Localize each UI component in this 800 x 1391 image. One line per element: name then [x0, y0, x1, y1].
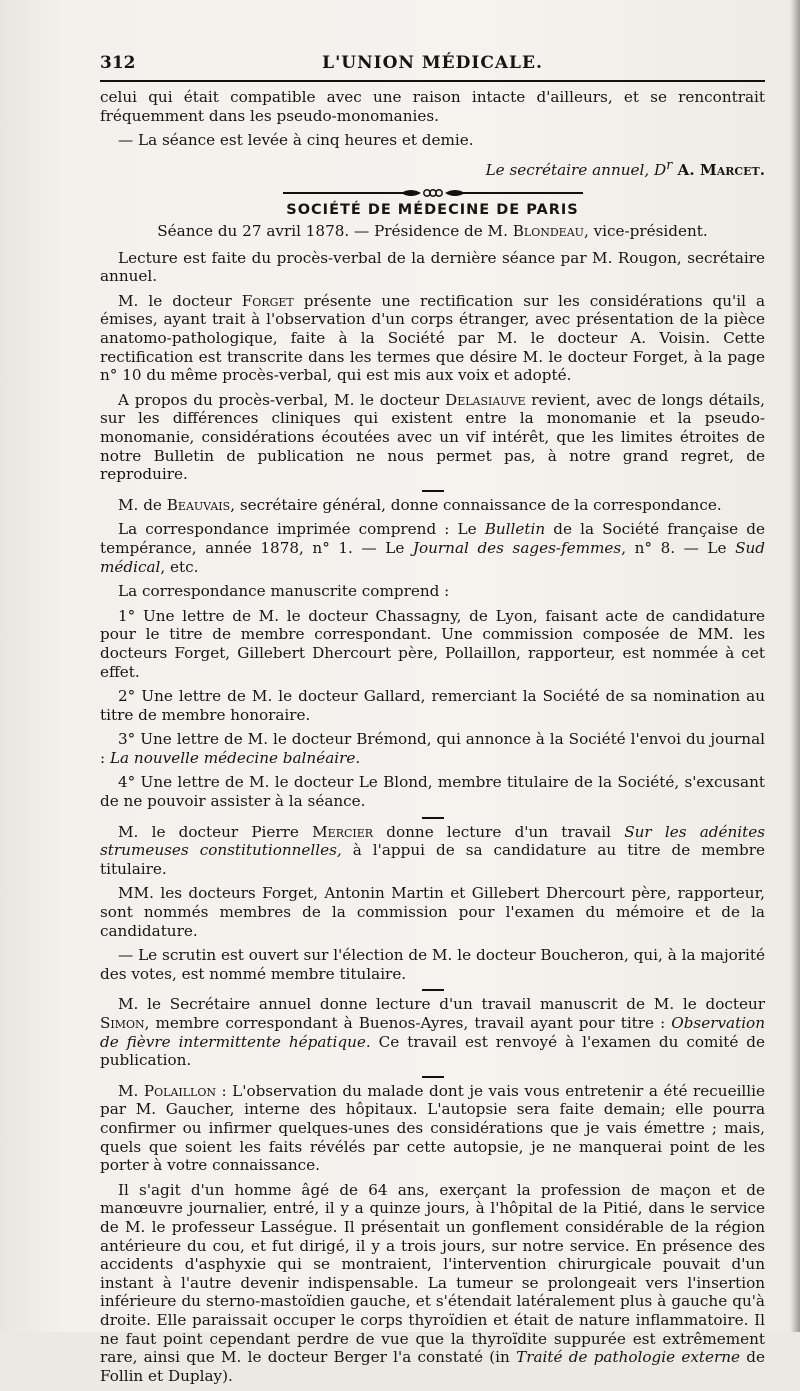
- p5-t1: La correspondance imprimée comprend : Le: [118, 520, 485, 539]
- p3-text: revient, avec de longs détails, sur les différences cliniques qui existent entre la monomanie et la pseudo-monomanie, considérations écoutées avec un vif intérêt, que les limites étroites de notre Bulletin de publication ne nous permet pas, à notre grand regret, de reproduire.: [100, 390, 765, 484]
- paragraph-manuscript-correspondence: La correspondance manuscrite comprend :: [118, 582, 450, 601]
- separator-dash: [422, 490, 444, 492]
- paragraph-forget: [100, 292, 765, 385]
- page-number: 312: [100, 53, 136, 73]
- paragraph-beauvais: [100, 496, 765, 515]
- p11-mid: donne lecture d'un travail: [373, 822, 625, 841]
- p5-t2: de la Société française de tempérance, année 1878, n° 1. — Le: [100, 520, 765, 557]
- paragraph-letter-4: 4° Une lettre de M. le docteur Le Blond, membre titulaire de la Société, s'excusant de ne pouvoir assister à la séance.: [100, 773, 765, 811]
- separator-dash: [422, 989, 444, 991]
- paragraph-delasiauve: [100, 391, 765, 484]
- paragraph-printed-correspondence: [100, 520, 765, 576]
- separator-dash: [422, 817, 444, 819]
- paragraph-reading: Lecture est faite du procès-verbal de la dernière séance par M. Rougon, secrétaire annuel.: [100, 248, 765, 286]
- header-rule: [100, 80, 765, 82]
- paragraph-letter-2: 2° Une lettre de M. le docteur Gallard, remerciant la Société de sa nomination au titre de membre honoraire.: [100, 687, 765, 724]
- p14-mid: , membre correspondant à Buenos-Ayres, travail ayant pour titre :: [144, 1014, 672, 1032]
- p14-text: Ce travail est renvoyé à l'examen du comité de publication.: [100, 1032, 766, 1070]
- signature-sup: r: [666, 156, 673, 172]
- paragraph-scrutin: — Le scrutin est ouvert sur l'élection de M. le docteur Boucheron, qui, à la majorité des votes, est nommé membre titulaire.: [100, 946, 765, 983]
- p5-i1: Bulletin: [484, 520, 546, 539]
- paragraph-polaillon: [100, 1082, 765, 1175]
- separator-dash: [422, 1076, 444, 1078]
- p4-text: , secrétaire général, donne connaissance de la correspondance.: [230, 495, 722, 514]
- p11-italic: Sur les adénites strumeuses constitutionnelles,: [100, 822, 765, 860]
- p9-italic: La nouvelle médecine balnéaire.: [109, 748, 361, 767]
- p16-italic: Traité de pathologie externe: [516, 1348, 741, 1367]
- p3-name: Delasiauve: [445, 390, 526, 409]
- p14-name: Simon: [100, 1014, 145, 1032]
- session-suffix: , vice-président.: [583, 222, 708, 241]
- page-content: [100, 50, 765, 1391]
- p9-pre: 3° Une lettre de M. le docteur Brémond, qui annonce à la Société l'envoi du journal :: [100, 730, 765, 767]
- p16-text: Il s'agit d'un homme âgé de 64 ans, exerçant la profession de maçon et de manœuvre journalier, entré, il y a quinze jours, à l'hôpital de la Pitié, dans le service de M. le professeur Lasségue. Il présentait un gonflement considérable de la région antérieure du cou, et fut dirigé, il y a trois jours, sur notre service. En présence des accidents d'asphyxie qui se montraient, l'intervention chirurgicale pouvait d'un instant à l'autre devenir indispensable. La tumeur se prolongeait vers l'insertion inférieure du sterno-mastoïdien gauche, et s'étendait latéralement plus à gauche qu'à droite. Elle paraissait occuper le corps thyroïdien et était de nature inflammatoire. Il ne faut point cependant perdre de vue que la thyroïdite suppurée est extrêmement rare, ainsi que M. le docteur Berger l'a constaté (in: [100, 1180, 765, 1367]
- paragraph-case: [100, 1181, 765, 1386]
- p4-name: Beauvais: [166, 495, 231, 514]
- p11-name: Mercier: [312, 822, 374, 841]
- page-edge-shadow: [790, 0, 800, 1332]
- section-title: SOCIÉTÉ DE MÉDECINE DE PARIS: [286, 202, 579, 219]
- closing-line: — La séance est levée à cinq heures et demie.: [118, 131, 474, 150]
- session-line: [100, 222, 765, 241]
- p14-italic: Observation de fièvre intermittente hépatique.: [100, 1014, 765, 1051]
- paragraph-simon: [100, 995, 765, 1069]
- running-head: [100, 50, 765, 78]
- signature-name: A. Marcet.: [672, 160, 765, 179]
- ornament-divider-icon: [283, 187, 583, 199]
- paragraph-mercier: [100, 823, 765, 879]
- p16-end: de Follin et Duplay).: [100, 1348, 765, 1385]
- p3-pre: A propos du procès-verbal, M. le docteur: [118, 390, 446, 409]
- continuation-paragraph: celui qui était compatible avec une raison intacte d'ailleurs, et se rencontrait fréquemment dans les pseudo-monomanies.: [100, 88, 765, 125]
- paragraph-commission: MM. les docteurs Forget, Antonin Martin et Gillebert Dhercourt père, rapporteur, sont nommés membres de la commission pour l'examen du mémoire et de la candidature.: [100, 884, 765, 940]
- paragraph-letter-3: [100, 730, 765, 767]
- p11-text: à l'appui de sa candidature au titre de membre titulaire.: [100, 841, 766, 878]
- p15-text: : L'observation du malade dont je vais vous entretenir a été recueillie par M. Gaucher, interne des hôpitaux. L'autopsie sera faite demain; elle pourra confirmer ou infirmer quelques-unes des considérations que je vais émettre ; mais, quels que soient les faits révélés par cette autopsie, je ne manquerai point de les porter à votre connaissance.: [100, 1081, 765, 1175]
- signature: [100, 156, 765, 180]
- p14-pre: M. le Secrétaire annuel donne lecture d'un travail manuscrit de M. le docteur: [118, 995, 765, 1014]
- p2-text: présente une rectification sur les considérations qu'il a émises, ayant trait à l'observation d'un corps étranger, avec présentation de la pièce anatomo-pathologique, faite à la Société par M. le docteur A. Voisin. Cette rectification est transcrite dans les termes que désire M. le docteur Forget, à la page n° 10 du même procès-verbal, qui est mis aux voix et adopté.: [100, 291, 766, 385]
- session-prefix: Séance du 27 avril 1878. — Présidence de M.: [157, 222, 513, 241]
- p2-pre: M. le docteur: [118, 291, 242, 310]
- p2-name: Forget: [241, 291, 294, 310]
- signature-prefix: Le secrétaire annuel, D: [485, 160, 667, 179]
- p4-pre: M. de: [118, 495, 167, 514]
- p5-i3: Sud médical: [100, 538, 765, 576]
- running-title: L'UNION MÉDICALE.: [322, 53, 543, 73]
- p5-t4: , etc.: [160, 557, 199, 576]
- session-president: Blondeau: [512, 222, 584, 241]
- p15-name: M. Polaillon: [118, 1081, 216, 1100]
- p11-pre: M. le docteur Pierre: [118, 822, 313, 841]
- paragraph-letter-1: 1° Une lettre de M. le docteur Chassagny, de Lyon, faisant acte de candidature pour le titre de membre correspondant. Une commission composée de MM. les docteurs Forget, Gillebert Dhercourt père, Pollaillon, rapporteur, est nommée à cet effet.: [100, 606, 765, 681]
- p5-t3: , n° 8. — Le: [621, 538, 736, 557]
- p5-i2: Journal des sages-femmes: [412, 538, 622, 557]
